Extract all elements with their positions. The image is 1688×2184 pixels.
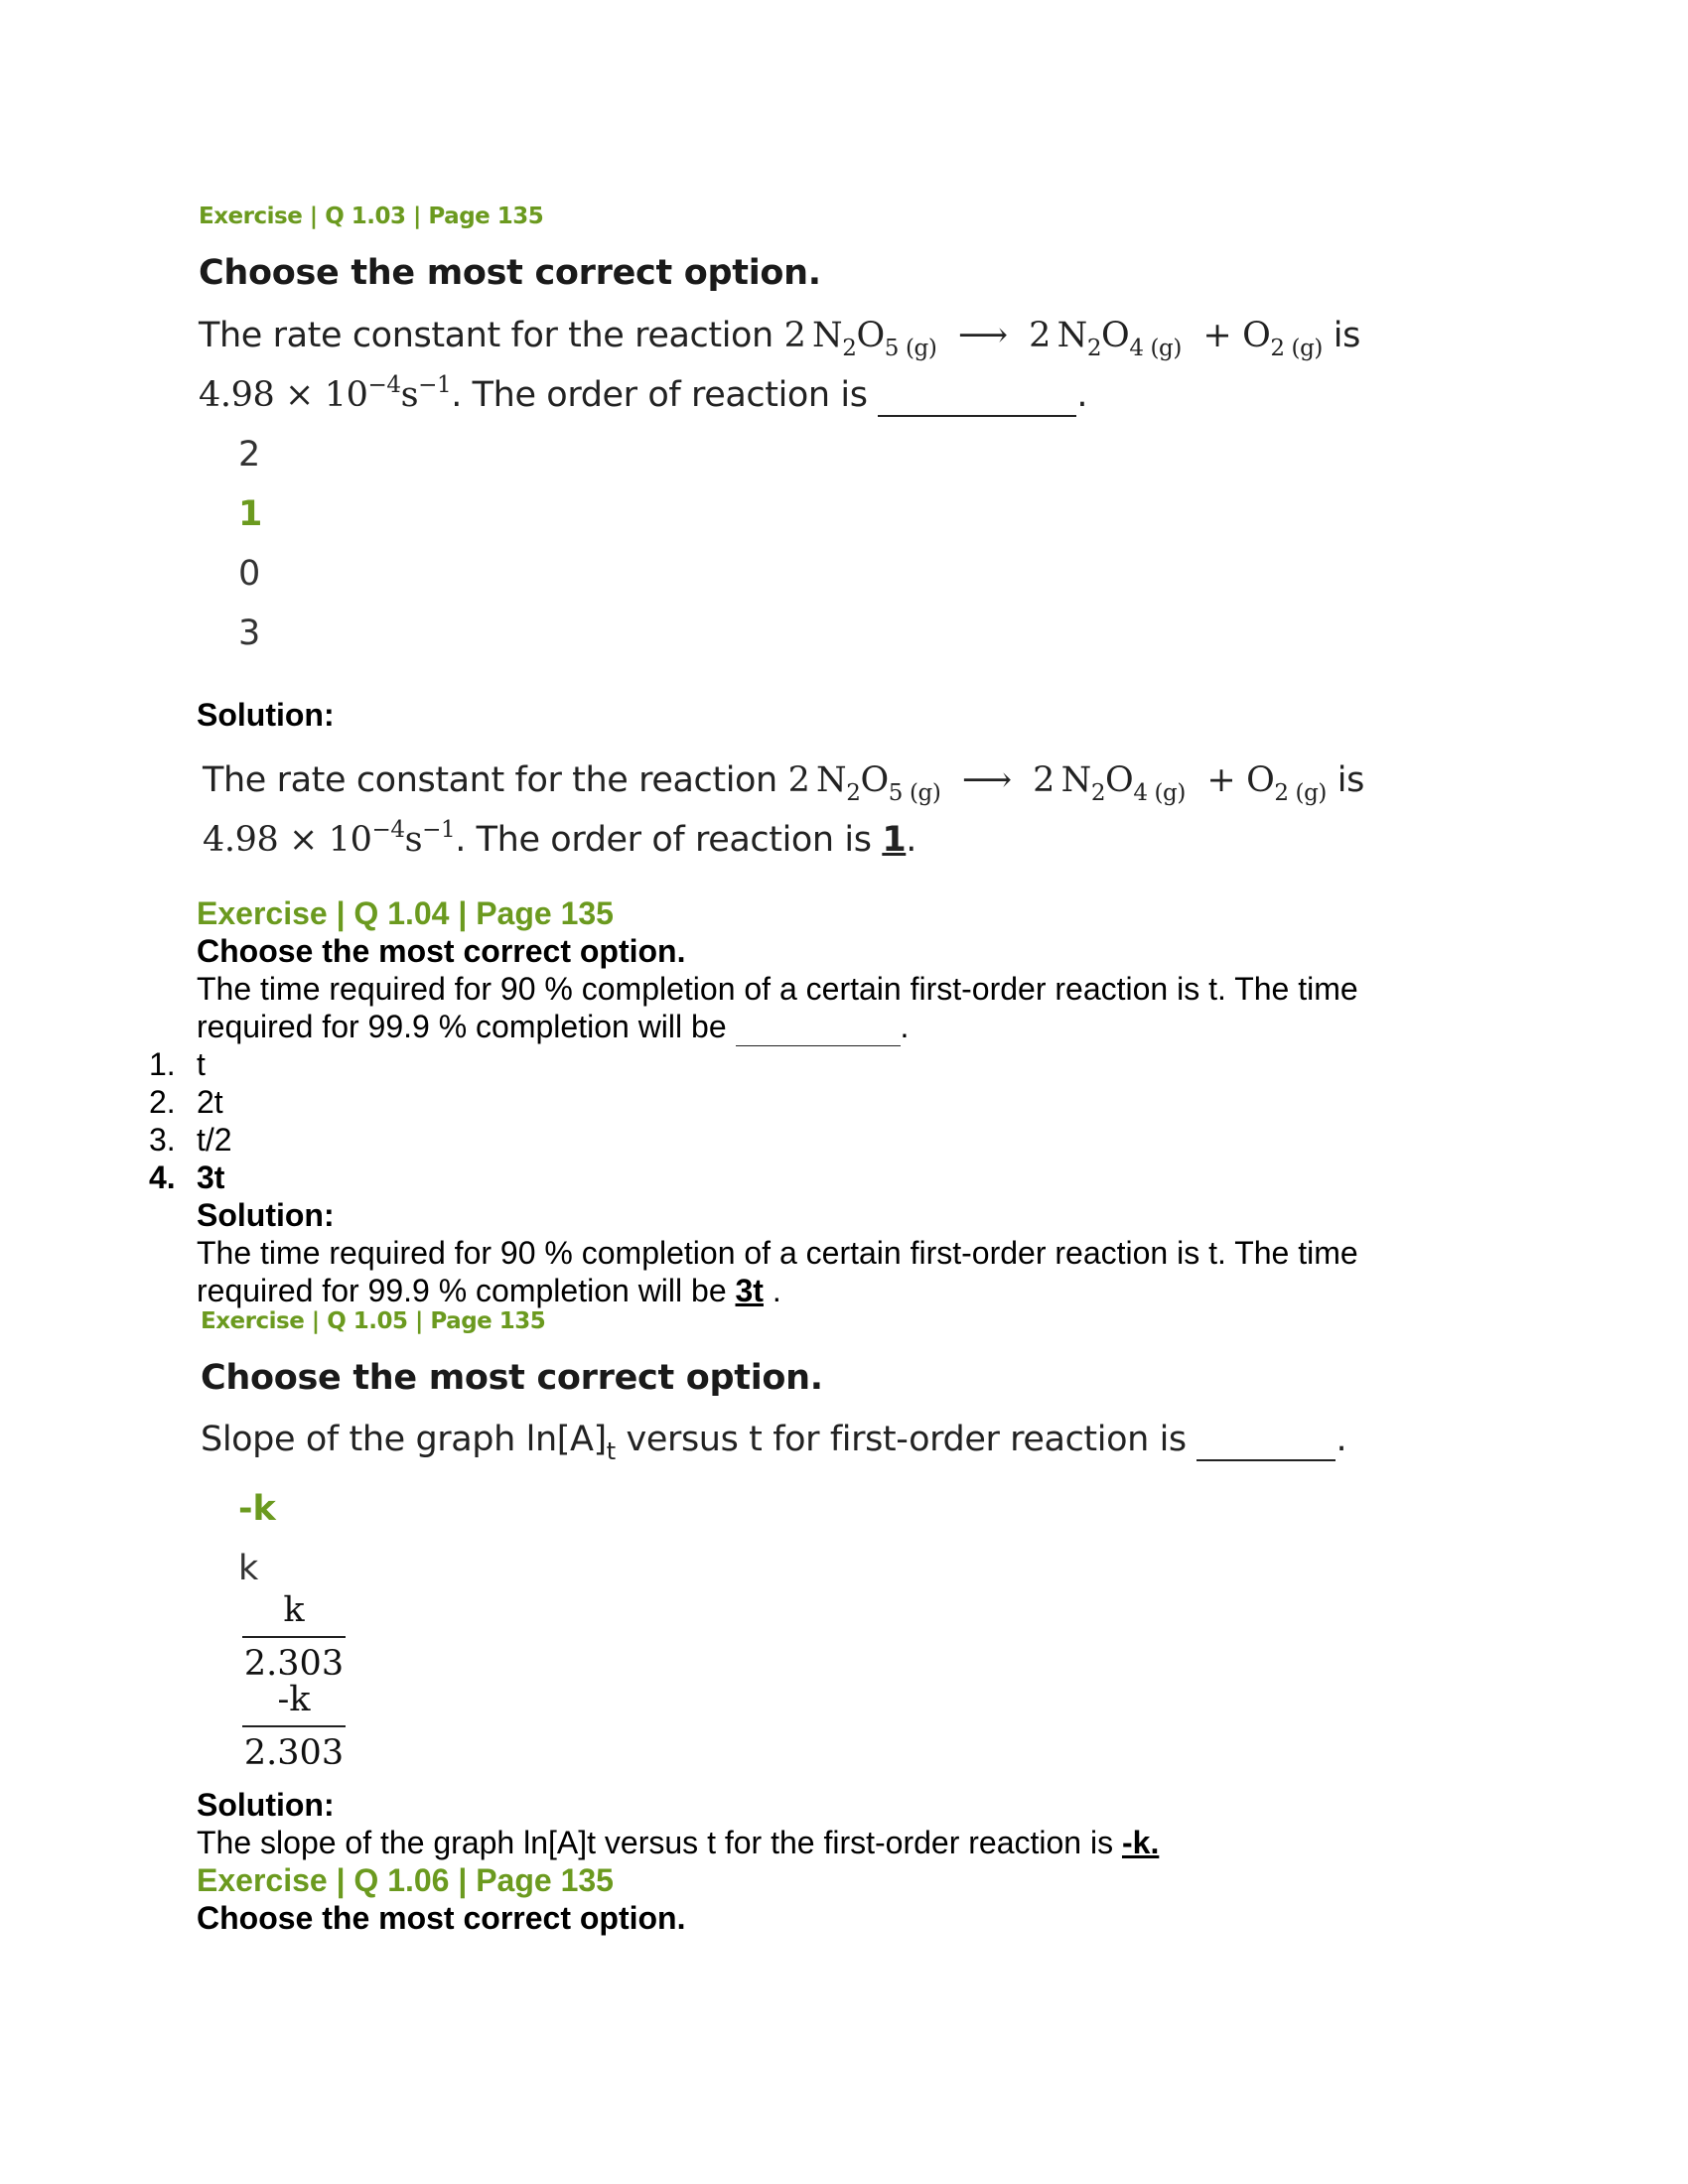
solution-line-2-q104: required for 99.9 % completion will be 3t .: [197, 1273, 781, 1308]
exercise-header-q103: Exercise | Q 1.03 | Page 135: [199, 204, 544, 229]
choose-instruction-q103: Choose the most correct option.: [199, 253, 821, 293]
choose-instruction-q104: Choose the most correct option.: [197, 933, 686, 969]
option-d-q105-fraction: [242, 1680, 346, 1773]
fraction-bar: [242, 1636, 346, 1638]
option-1-q104: 1. t: [149, 1046, 206, 1082]
option-4-q104-correct: 4. 3t: [149, 1160, 225, 1195]
reaction-equation: 2 $N_2O_{5 (g)}$ ⟶ 2 $N_2O_{4 (g)} + O_{2 (g)}$: [783, 316, 1324, 361]
solution-answer-q105: -k.: [1121, 1825, 1160, 1860]
answer-blank-q105: [1196, 1420, 1336, 1461]
option-b-q103-correct: 1: [238, 494, 263, 534]
solution-label-q103: Solution:: [197, 697, 335, 733]
fraction-denominator: 2.303: [243, 1644, 345, 1684]
choose-instruction-q106: Choose the most correct option.: [197, 1900, 686, 1936]
solution-answer-q103: 1: [882, 820, 907, 860]
question-q105: Slope of the graph $\ln[A]_t$ versus t for first-order reaction is .: [201, 1420, 1347, 1465]
option-a-q103: 2: [238, 435, 261, 475]
fraction-numerator: k: [283, 1590, 305, 1630]
option-d-q103: 3: [238, 614, 261, 653]
choose-instruction-q105: Choose the most correct option.: [201, 1358, 823, 1398]
solution-label-q105: Solution:: [197, 1787, 335, 1823]
solution-label-q104: Solution:: [197, 1197, 335, 1233]
fraction-denominator: 2.303: [243, 1733, 345, 1773]
solution-text-q105: The slope of the graph ln[A]t versus t for the first-order reaction is -k.: [197, 1825, 1160, 1860]
solution-line-2-q103: $4.98 \times 10^{-4}s^{-1}$. The order of reaction is 1.: [203, 817, 917, 860]
question-line-2-q104: required for 99.9 % completion will be .: [197, 1009, 910, 1044]
question-line-1-q104: The time required for 90 % completion of a certain first-order reaction is t. The time: [197, 971, 1358, 1007]
question-line-2-q103: $4.98 \times 10^{-4}s^{-1}$. The order of reaction is .: [199, 372, 1088, 415]
solution-line-1-q103: The rate constant for the reaction 2 $N_2O_{5 (g)}$ ⟶ 2 $N_2O_{4 (g)} + O_{2 (g)}$ is: [203, 760, 1364, 806]
option-c-q103: 0: [238, 554, 261, 594]
option-b-q105: k: [238, 1549, 259, 1588]
exercise-header-q106: Exercise | Q 1.06 | Page 135: [197, 1862, 614, 1898]
fraction-numerator: -k: [277, 1680, 311, 1719]
exercise-header-q104: Exercise | Q 1.04 | Page 135: [197, 895, 614, 931]
option-c-q105-fraction: [242, 1590, 346, 1684]
option-2-q104: 2. 2t: [149, 1084, 223, 1120]
solution-line-1-q104: The time required for 90 % completion of a certain first-order reaction is t. The time: [197, 1235, 1358, 1271]
answer-blank-q104: [736, 1009, 901, 1046]
option-3-q104: 3. t/2: [149, 1122, 232, 1158]
solution-answer-q104: 3t: [735, 1273, 764, 1308]
exercise-header-q105: Exercise | Q 1.05 | Page 135: [201, 1308, 546, 1334]
option-a-q105-correct: -k: [238, 1489, 276, 1529]
answer-blank: [878, 375, 1076, 417]
question-line-1-q103: The rate constant for the reaction 2 $N_2O_{5 (g)}$ ⟶ 2 $N_2O_{4 (g)} + O_{2 (g)}$ is: [199, 316, 1360, 361]
fraction-bar: [242, 1725, 346, 1727]
